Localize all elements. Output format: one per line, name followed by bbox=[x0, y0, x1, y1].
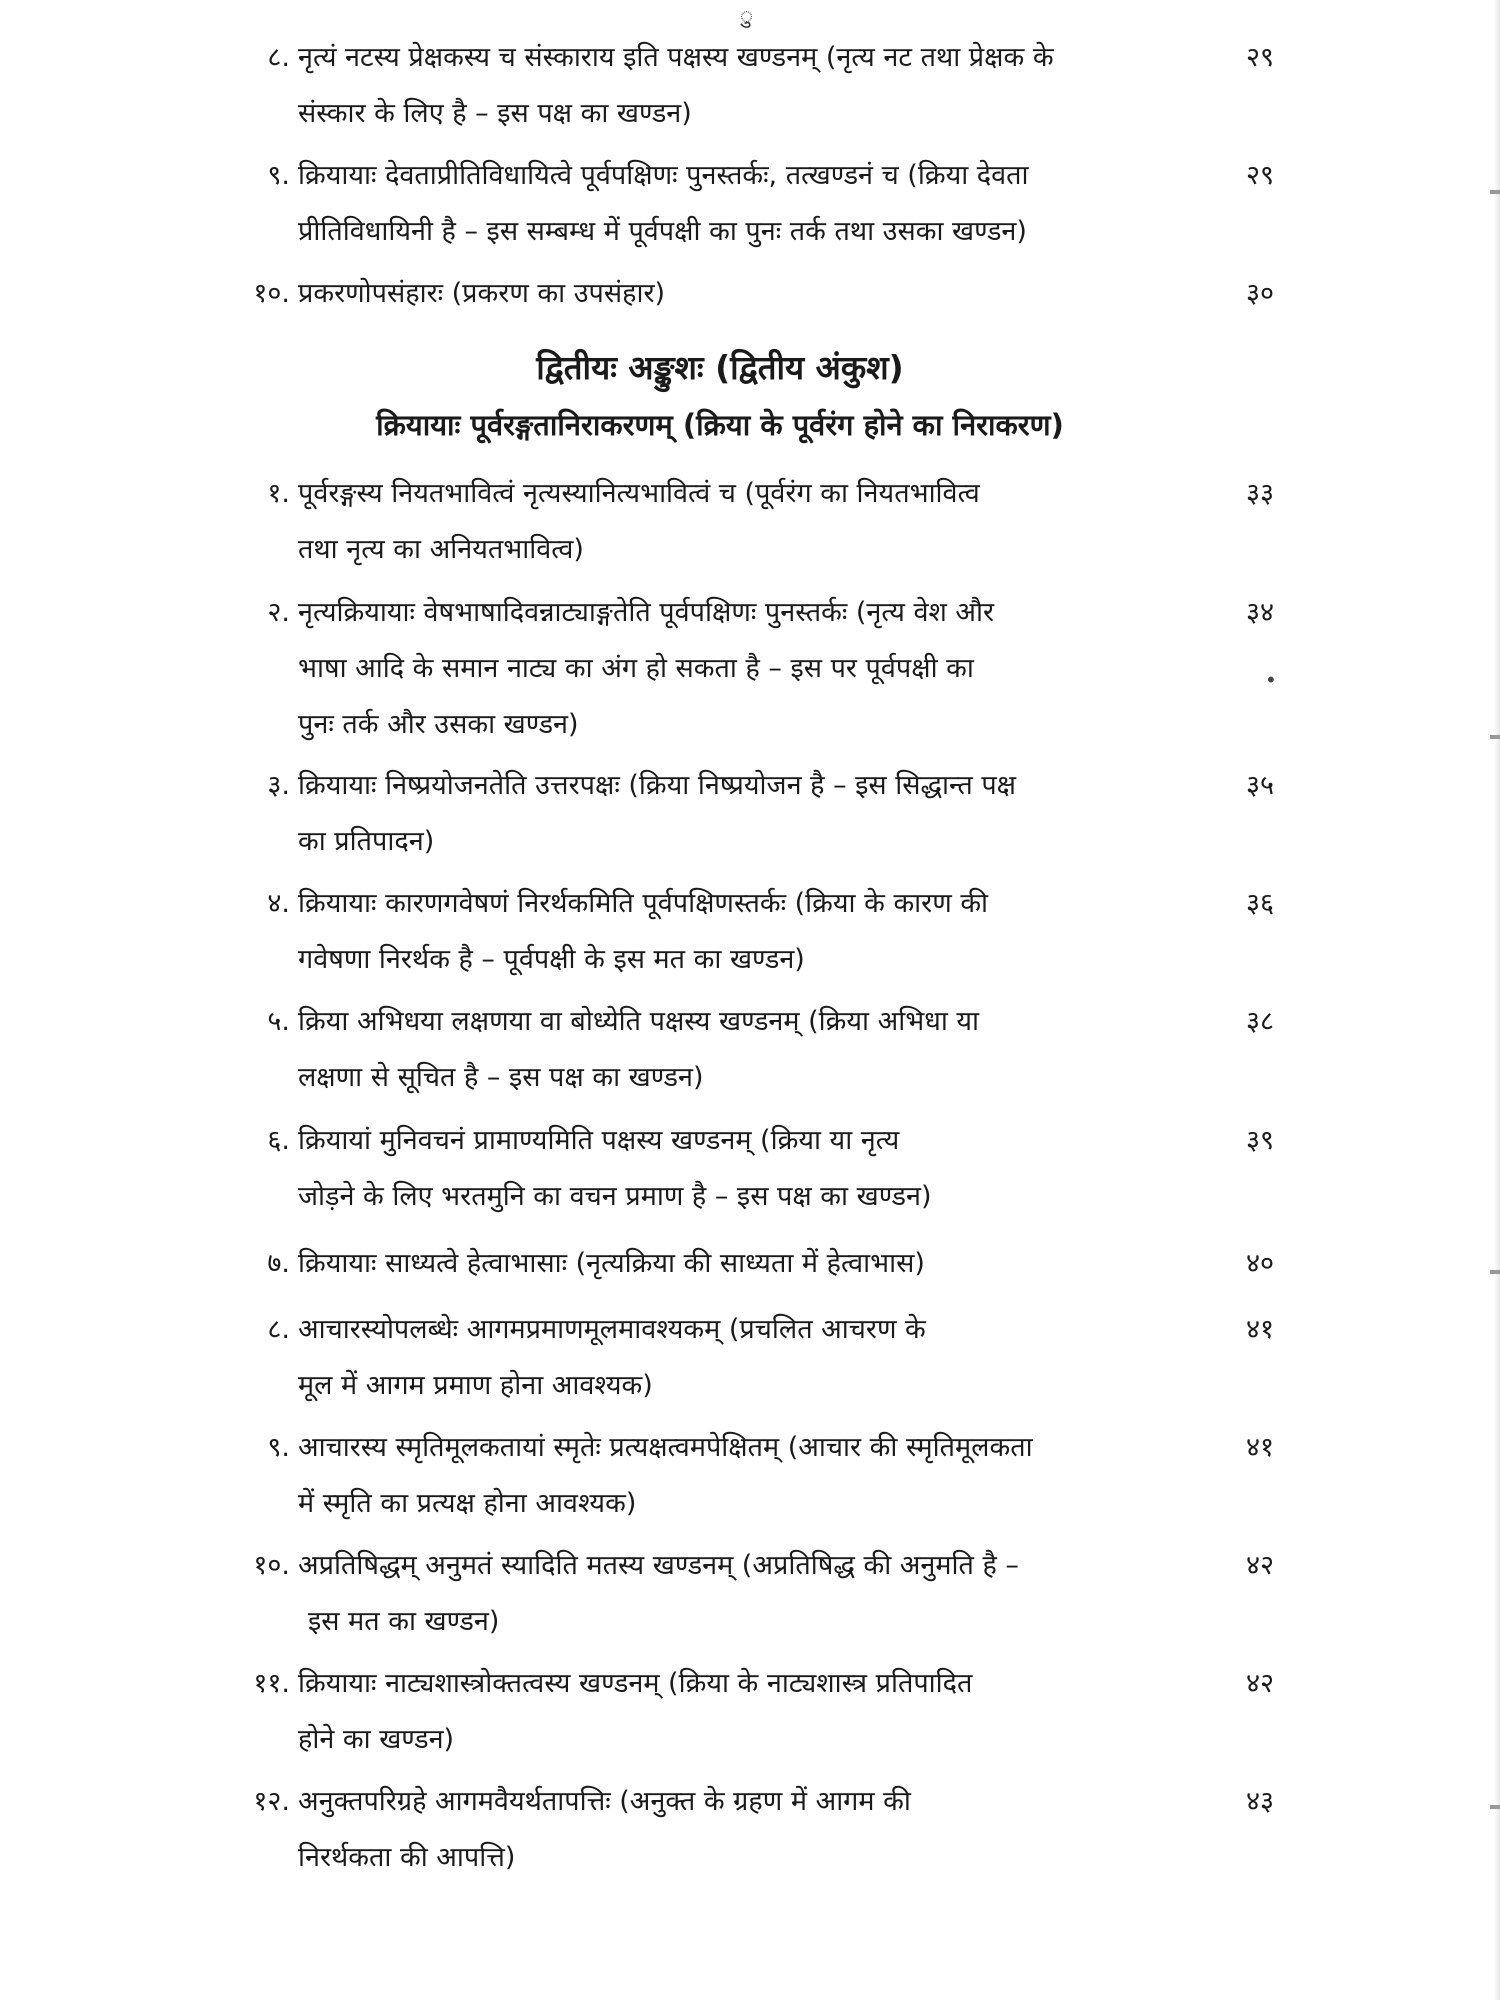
entry-line: अनुक्तपरिग्रहे आगमवैयर्थतापत्तिः (अनुक्त के ग्रहण में आगम की bbox=[298, 1786, 911, 1817]
page-edge-mark bbox=[1490, 1270, 1500, 1274]
entry-page-number: ४१ bbox=[1245, 1314, 1275, 1345]
stray-mark: • bbox=[1265, 668, 1277, 692]
entry-number: १०. bbox=[253, 278, 290, 309]
entry-line: पूर्वरङ्गस्य नियतभावित्वं नृत्यस्यानित्यभावित्वं च (पूर्वरंग का नियतभावित्व bbox=[298, 478, 980, 509]
entry-line: क्रियायां मुनिवचनं प्रामाण्यमिति पक्षस्य खण्डनम् (क्रिया या नृत्य bbox=[298, 1125, 900, 1156]
entry-line: लक्षणा से सूचित है – इस पक्ष का खण्डन) bbox=[298, 1062, 704, 1093]
entry-line: क्रियायाः निष्प्रयोजनतेति उत्तरपक्षः (क्रिया निष्प्रयोजन है – इस सिद्धान्त पक्ष bbox=[298, 770, 1017, 801]
entry-number: ६. bbox=[267, 1125, 290, 1156]
entry-line: क्रियायाः देवताप्रीतिविधायित्वे पूर्वपक्षिणः पुनस्तर्कः, तत्खण्डनं च (क्रिया देवता bbox=[298, 160, 1029, 191]
entry-page-number: ३९ bbox=[1245, 1125, 1275, 1156]
entry-line: अप्रतिषिद्धम् अनुमतं स्यादिति मतस्य खण्डनम् (अप्रतिषिद्ध की अनुमति है – bbox=[298, 1550, 1019, 1581]
entry-line: भाषा आदि के समान नाट्य का अंग हो सकता है – इस पर पूर्वपक्षी का bbox=[298, 653, 974, 684]
entry-line: निरर्थकता की आपत्ति) bbox=[298, 1842, 516, 1873]
entry-text bbox=[298, 148, 1158, 260]
entry-page-number: ३४ bbox=[1245, 597, 1275, 628]
entry-text bbox=[298, 1236, 1158, 1292]
page-edge-mark bbox=[1490, 190, 1500, 194]
entry-text bbox=[298, 30, 1158, 142]
entry-page-number: २९ bbox=[1245, 42, 1275, 73]
entry-number: ८. bbox=[267, 1314, 290, 1345]
page-edge-shadow bbox=[1494, 0, 1500, 2000]
entry-line: तथा नृत्य का अनियतभावित्व) bbox=[298, 534, 584, 565]
entry-text bbox=[298, 1302, 1158, 1414]
entry-line: प्रीतिविधायिनी है – इस सम्बम्ध में पूर्वपक्षी का पुनः तर्क तथा उसका खण्डन) bbox=[298, 216, 1027, 247]
entry-text bbox=[298, 758, 1158, 870]
entry-number: ८. bbox=[267, 42, 290, 73]
entry-line: में स्मृति का प्रत्यक्ष होना आवश्यक) bbox=[298, 1488, 637, 1519]
entry-number: ५. bbox=[267, 1006, 290, 1037]
entry-line: गवेषणा निरर्थक है – पूर्वपक्षी के इस मत का खण्डन) bbox=[298, 944, 805, 975]
entry-page-number: ३६ bbox=[1245, 888, 1275, 919]
entry-number: ३. bbox=[267, 770, 290, 801]
entry-line: का प्रतिपादन) bbox=[298, 826, 435, 857]
entry-line: नृत्यं नटस्य प्रेक्षकस्य च संस्काराय इति पक्षस्य खण्डनम् (नृत्य नट तथा प्रेक्षक के bbox=[298, 42, 1054, 73]
entry-page-number: ४१ bbox=[1245, 1432, 1275, 1463]
entry-line: आचारस्योपलब्धेः आगमप्रमाणमूलमावश्यकम् (प्रचलित आचरण के bbox=[298, 1314, 926, 1345]
entry-page-number: ३५ bbox=[1245, 770, 1275, 801]
entry-text bbox=[298, 1538, 1158, 1650]
entry-text bbox=[298, 1113, 1158, 1225]
entry-page-number: ३८ bbox=[1245, 1006, 1275, 1037]
entry-number: १२. bbox=[253, 1786, 290, 1817]
entry-number: ११. bbox=[253, 1668, 290, 1699]
entry-line: क्रियायाः नाट्यशास्त्रोक्तत्वस्य खण्डनम् (क्रिया के नाट्यशास्त्र प्रतिपादित bbox=[298, 1668, 973, 1699]
entry-line: इस मत का खण्डन) bbox=[308, 1606, 500, 1637]
section-subheading: क्रियायाः पूर्वरङ्गतानिराकरणम् (क्रिया के पूर्वरंग होने का निराकरण) bbox=[376, 408, 1064, 442]
entry-line: पुनः तर्क और उसका खण्डन) bbox=[298, 709, 579, 740]
entry-text bbox=[298, 585, 1158, 753]
entry-text bbox=[298, 876, 1158, 988]
entry-text bbox=[298, 994, 1158, 1106]
entry-line: आचारस्य स्मृतिमूलकतायां स्मृतेः प्रत्यक्षत्वमपेक्षितम् (आचार की स्मृतिमूलकता bbox=[298, 1432, 1033, 1463]
entry-number: ९. bbox=[267, 1432, 290, 1463]
entry-line: होने का खण्डन) bbox=[298, 1724, 455, 1755]
entry-page-number: ३३ bbox=[1245, 478, 1275, 509]
entry-number: १०. bbox=[253, 1550, 290, 1581]
entry-line: जोड़ने के लिए भरतमुनि का वचन प्रमाण है – इस पक्ष का खण्डन) bbox=[298, 1181, 932, 1212]
entry-page-number: ३० bbox=[1245, 278, 1275, 309]
entry-page-number: ४३ bbox=[1245, 1786, 1275, 1817]
entry-line: प्रकरणोपसंहारः (प्रकरण का उपसंहार) bbox=[298, 278, 666, 309]
entry-page-number: २९ bbox=[1245, 160, 1275, 191]
entry-text bbox=[298, 1656, 1158, 1768]
entry-line: क्रियायाः कारणगवेषणं निरर्थकमिति पूर्वपक्षिणस्तर्कः (क्रिया के कारण की bbox=[298, 888, 989, 919]
entry-line: नृत्यक्रियायाः वेषभाषादिवन्नाट्याङ्गतेति पूर्वपक्षिणः पुनस्तर्कः (नृत्य वेश और bbox=[298, 597, 995, 628]
entry-number: ७. bbox=[267, 1248, 290, 1279]
entry-page-number: ४२ bbox=[1245, 1550, 1275, 1581]
entry-page-number: ४२ bbox=[1245, 1668, 1275, 1699]
entry-text bbox=[298, 1420, 1158, 1532]
section-heading: द्वितीयः अङ्कुशः (द्वितीय अंकुश) bbox=[536, 348, 904, 387]
entry-line: क्रियायाः साध्यत्वे हेत्वाभासाः (नृत्यक्रिया की साध्यता में हेत्वाभास) bbox=[298, 1248, 925, 1279]
entry-text bbox=[298, 266, 1158, 322]
page-edge-mark bbox=[1490, 735, 1500, 739]
entry-number: १. bbox=[267, 478, 290, 509]
entry-line: संस्कार के लिए है – इस पक्ष का खण्डन) bbox=[298, 98, 692, 129]
entry-text bbox=[298, 1774, 1158, 1886]
entry-line: क्रिया अभिधया लक्षणया वा बोध्येति पक्षस्य खण्डनम् (क्रिया अभिधा या bbox=[298, 1006, 980, 1037]
entry-number: २. bbox=[267, 597, 290, 628]
entry-number: ४. bbox=[267, 888, 290, 919]
entry-line: मूल में आगम प्रमाण होना आवश्यक) bbox=[298, 1370, 653, 1401]
page-edge-mark bbox=[1490, 1805, 1500, 1809]
entry-number: ९. bbox=[267, 160, 290, 191]
cut-off-text-fragment: ु bbox=[740, 4, 754, 29]
entry-page-number: ४० bbox=[1245, 1248, 1275, 1279]
entry-text bbox=[298, 466, 1158, 578]
